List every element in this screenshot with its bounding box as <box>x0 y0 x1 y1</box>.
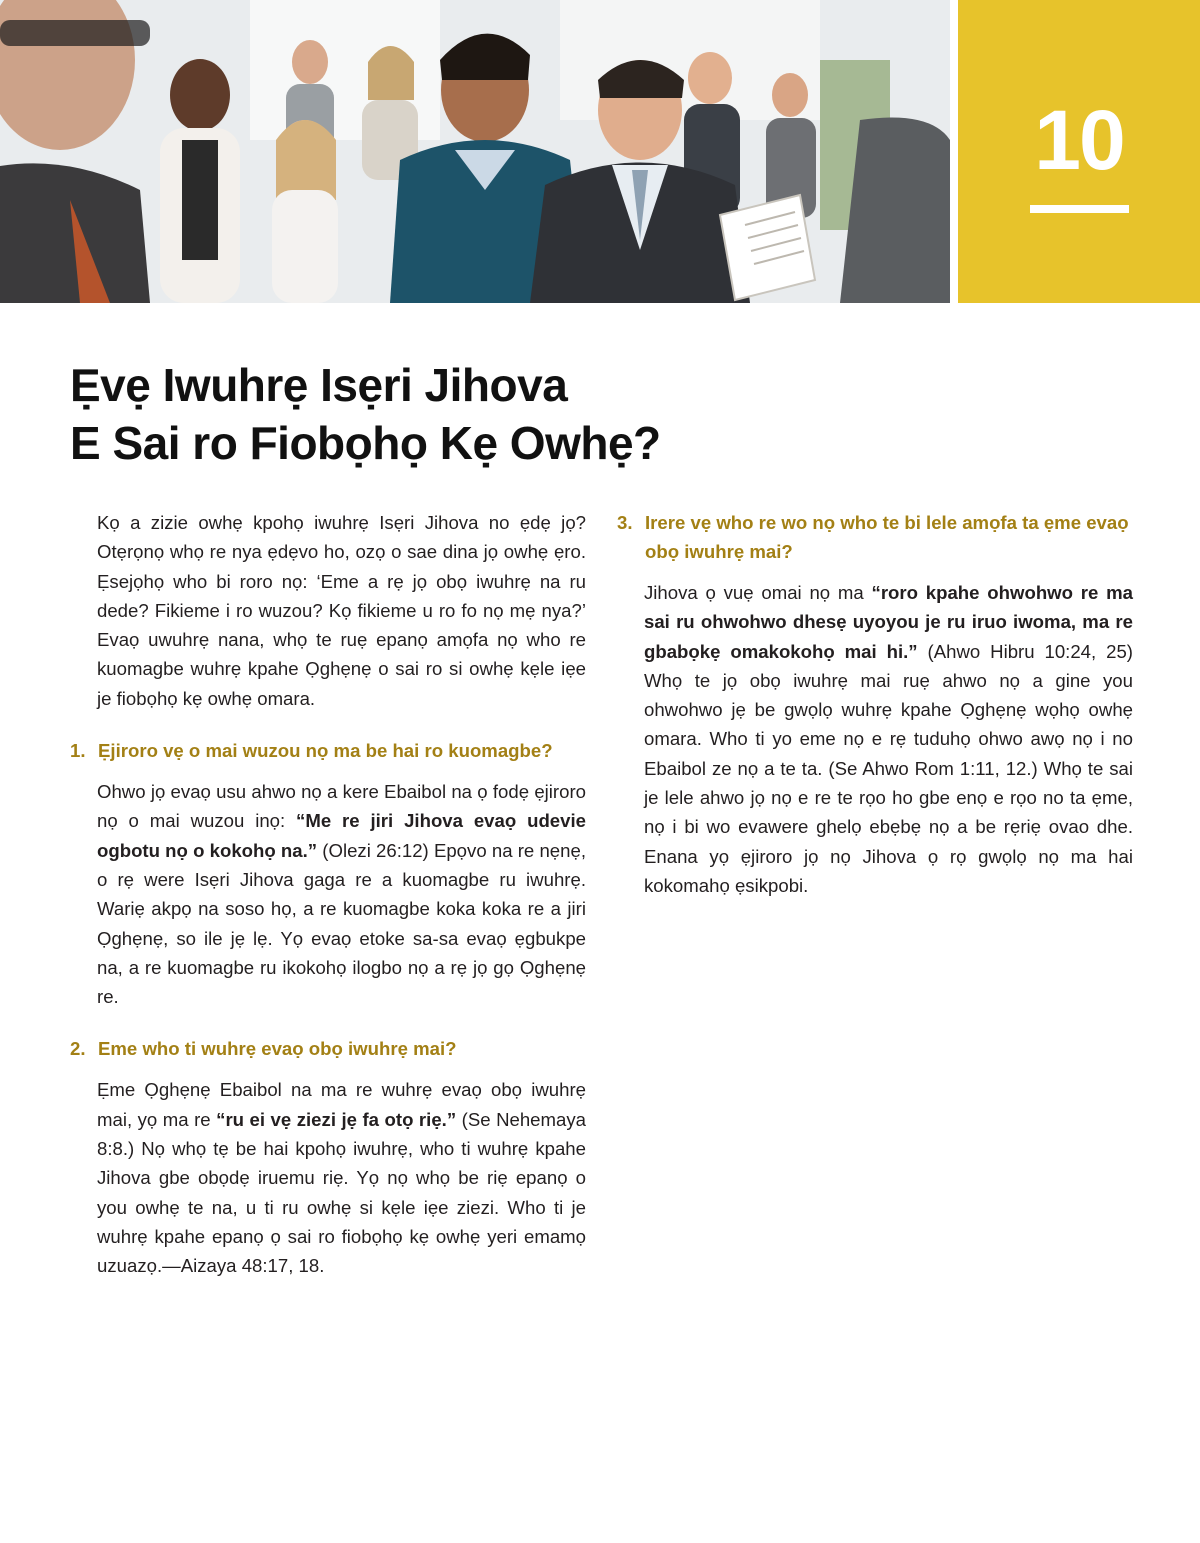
answer-3-paragraph <box>644 578 1133 900</box>
badge-underline <box>1030 205 1129 213</box>
question-2-text: Eme who ti wuhrẹ evaọ obọ iwuhrẹ mai? <box>98 1038 457 1060</box>
page-title <box>70 356 661 472</box>
answer-2-paragraph <box>97 1075 586 1280</box>
answer-3-text-b: (Ahwo Hibru 10:24, 25) Whọ te jọ obọ iwuhrẹ mai ruẹ ahwo nọ a gine you ohwohwo jẹ be gwọlọ wuhrẹ kpahe Ọghẹnẹ wọhọ owhẹ omara. Who ti yo eme nọ e rẹ tuduhọ ohwo awọ nọ i no Ebaibol ze nọ a te ta. (Se Ahwo Rom 1:11, 12.) Whọ te sai je lele ahwo jọ nọ e re te rọo ho gbe enọ e rọo no ta ẹme, nọ i bi wo evawere ghelọ ebẹbẹ nọ a be rẹriẹ ovao dhe. Enana yọ ẹjiroro jọ nọ Jihova ọ rọ gwọlọ nọ ma hai kokomahọ ẹsikpobi. <box>644 640 1133 896</box>
answer-1-paragraph <box>97 777 586 1011</box>
answer-1-quote: “Me re jiri Jihova evaọ udevie ogbotu nọ o kokohọ na.” <box>97 810 586 861</box>
lesson-number-badge <box>958 0 1200 303</box>
header-photo-congregation-meeting <box>0 0 950 303</box>
question-3-text: Irere vẹ who re wo nọ who te bi lele amọfa ta ẹme evaọ obọ iwuhrẹ mai? <box>645 512 1129 562</box>
left-column <box>70 508 586 1304</box>
lesson-number: 10 <box>1034 93 1124 187</box>
title-line-2: E Sai ro Fiobọhọ Kẹ Owhẹ? <box>70 417 661 469</box>
answer-2-text-b: (Se Nehemaya 8:8.) Nọ whọ tẹ be hai kpohọ iwuhrẹ, who ti wuhrẹ kpahe Jihova gbe obọdẹ iruemu riẹ. Yọ nọ whọ be riẹ epanọ o you owhẹ te na, u ti ru owhẹ si kẹle iẹe ziezi. Who ti je wuhrẹ kpahe epanọ ọ sai ro fiobọhọ kẹ owhẹ yeri emamọ uzuazọ.—Aizaya 48:17, 18. <box>97 1108 586 1277</box>
answer-3-text-a: Jihova ọ vuẹ omai nọ ma <box>644 582 872 603</box>
question-1-text: Ẹjiroro vẹ o mai wuzou nọ ma be hai ro kuomagbe? <box>98 740 553 762</box>
intro-paragraph: Kọ a zizie owhẹ kpohọ iwuhrẹ Isẹri Jihova no ẹdẹ jọ? Otẹrọnọ whọ re nya ẹdẹvo ho, ozọ o sae dina jọ owhẹ ẹro. Ẹsejọhọ who bi roro nọ: ‘Eme a rẹ jọ obọ iwuhrẹ na ru dede? Fikieme i ro wuzou? Kọ fikieme u ro fo nọ mẹ nya?’ Evaọ uwuhrẹ nana, whọ te ruẹ epanọ amọfa nọ who re kuomagbe wuhrẹ kpahe Ọghẹnẹ o sai ro si owhẹ kẹle iẹe je fiobọhọ kẹ owhẹ omara. <box>97 512 586 709</box>
answer-1-text-a: Ohwo jọ evaọ usu ahwo nọ a kere Ebaibol na ọ fodẹ ẹjiroro nọ o mai wuzou inọ: <box>97 781 586 832</box>
answer-2-text-a: Ẹme Ọghẹnẹ Ebaibol na ma re wuhrẹ evaọ obọ iwuhrẹ mai, yọ ma re <box>97 1079 586 1130</box>
answer-1-text-b: (Olezi 26:12) Epọvo na re nẹnẹ, o rẹ were Isẹri Jihova gaga re a kuomagbe ru iwuhrẹ. Wariẹ akpọ na soso họ, a re kuomagbe koka koka re a jiri Ọghẹnẹ, so ile jẹ lẹ. Yọ evaọ etoke sa-sa evaọ ẹgbukpe na, a re kuomagbe ru ikokohọ ilogbo nọ a rẹ jọ gọ Ọghẹnẹ re. <box>97 839 586 1008</box>
question-2 <box>70 1034 586 1063</box>
title-line-1: Ẹvẹ Iwuhrẹ Isẹri Jihova <box>70 359 568 411</box>
right-column <box>617 508 1133 923</box>
answer-2-quote: “ru ei vẹ ziezi jẹ fa otọ riẹ.” <box>216 1108 457 1130</box>
photo-illustration <box>0 0 950 303</box>
question-3 <box>617 508 1133 566</box>
question-3-number: 3. <box>617 512 633 533</box>
answer-3-quote: “roro kpahe ohwohwo re ma sai ru ohwohwo dhesẹ uyoyou je ru iruo iwoma, ma re gbabọkẹ omakokohọ mai hi.” <box>644 582 1133 662</box>
question-2-number: 2. <box>70 1038 86 1060</box>
question-1-number: 1. <box>70 740 86 762</box>
question-1 <box>70 736 586 765</box>
